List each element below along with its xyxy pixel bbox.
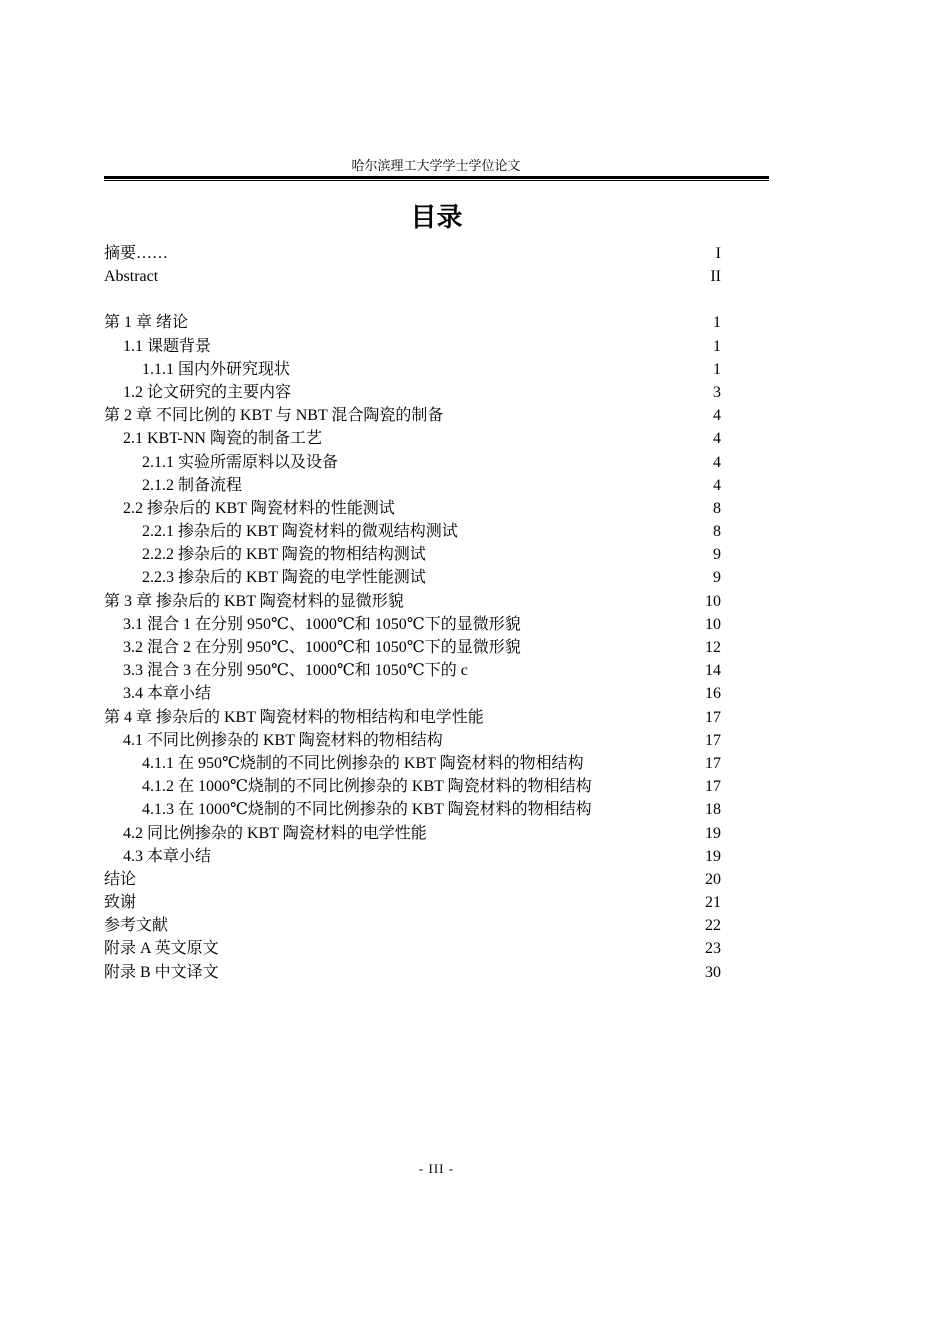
toc-entry-label: Abstract	[104, 268, 159, 286]
toc-entry-label: 4.3 本章小结	[123, 847, 212, 865]
toc-entry[interactable]	[104, 590, 721, 613]
toc-entry-page: 16	[705, 685, 721, 703]
toc-entry-page: 1	[713, 360, 721, 378]
toc-entry-label: 2.1.1 实验所需原料以及设备	[142, 453, 339, 471]
toc-entry-page: 8	[713, 499, 721, 517]
toc-entry-page: 17	[705, 731, 721, 749]
toc-entry-label: 4.2 同比例掺杂的 KBT 陶瓷材料的电学性能	[123, 824, 427, 842]
toc-entry-page: 4	[713, 430, 721, 448]
toc-entry-label: 2.2.2 掺杂后的 KBT 陶瓷的物相结构测试	[142, 546, 426, 564]
toc-entry-label: 4.1.3 在 1000℃烧制的不同比例掺杂的 KBT 陶瓷材料的物相结构	[142, 801, 592, 819]
toc-entry[interactable]	[104, 682, 721, 705]
toc-entry-label: 参考文献	[104, 917, 169, 935]
toc-entry-label: 第 4 章 掺杂后的 KBT 陶瓷材料的物相结构和电学性能	[104, 708, 484, 726]
toc-entry-page: 1	[713, 314, 721, 332]
toc-entry[interactable]	[104, 242, 721, 265]
toc-entry[interactable]	[104, 845, 721, 868]
toc-entry-label: 2.1 KBT-NN 陶瓷的制备工艺	[123, 430, 322, 448]
toc-entry-page: 18	[705, 801, 721, 819]
toc-entry[interactable]	[104, 335, 721, 358]
toc-entry-page: 9	[713, 569, 721, 587]
toc-entry-label: 3.3 混合 3 在分别 950℃、1000℃和 1050℃下的 c	[123, 662, 468, 680]
toc-entry-page: 10	[705, 592, 721, 610]
toc-entry-page: 22	[705, 917, 721, 935]
toc-entry-label: 4.1.1 在 950℃烧制的不同比例掺杂的 KBT 陶瓷材料的物相结构	[142, 754, 584, 772]
toc-entry-page: 23	[705, 940, 721, 958]
toc-entry[interactable]	[104, 311, 721, 334]
toc-entry[interactable]	[104, 775, 721, 798]
toc-entry-page: I	[715, 245, 721, 262]
toc-entry-label: 4.1.2 在 1000℃烧制的不同比例掺杂的 KBT 陶瓷材料的物相结构	[142, 778, 592, 796]
toc-entry-label: 第 1 章 绪论	[104, 314, 189, 332]
toc-entry[interactable]	[104, 706, 721, 729]
toc-entry[interactable]	[104, 497, 721, 520]
toc-entry-label: 1.2 论文研究的主要内容	[123, 383, 292, 401]
toc-entry-page: 3	[713, 383, 721, 401]
toc-entry[interactable]	[104, 427, 721, 450]
toc-entry[interactable]	[104, 914, 721, 937]
toc-entry-label: 2.1.2 制备流程	[142, 476, 243, 494]
toc-entry-page: 4	[713, 407, 721, 425]
header-rule-thin	[104, 180, 769, 181]
toc-entry[interactable]	[104, 659, 721, 682]
toc-entry[interactable]	[104, 891, 721, 914]
toc-entry-label: 致谢	[104, 894, 137, 912]
toc-entry-label: 3.2 混合 2 在分别 950℃、1000℃和 1050℃下的显微形貌	[123, 639, 521, 656]
toc-entry[interactable]	[104, 822, 721, 845]
toc-entry[interactable]	[104, 798, 721, 821]
toc-entry-label: 1.1 课题背景	[123, 337, 212, 355]
toc-entry[interactable]	[104, 729, 721, 752]
toc-entry-page: 4	[713, 476, 721, 494]
toc-entry-label: 3.1 混合 1 在分别 950℃、1000℃和 1050℃下的显微形貌	[123, 615, 521, 633]
toc-entry[interactable]	[104, 961, 721, 984]
toc-entry-label: 4.1 不同比例掺杂的 KBT 陶瓷材料的物相结构	[123, 731, 443, 749]
toc-entry[interactable]	[104, 566, 721, 589]
page-number: - III -	[418, 1161, 455, 1176]
toc-title: 目录	[410, 203, 463, 232]
toc-entry-label: 摘要……	[104, 245, 169, 262]
toc-entry-page: 20	[705, 870, 721, 888]
toc-entry-label: 2.2.1 掺杂后的 KBT 陶瓷材料的微观结构测试	[142, 523, 458, 541]
toc-entry-label: 2.2.3 掺杂后的 KBT 陶瓷的电学性能测试	[142, 569, 426, 587]
toc-entry-label: 1.1.1 国内外研究现状	[142, 360, 291, 378]
toc-entry[interactable]	[104, 937, 721, 960]
table-of-contents	[104, 242, 721, 984]
toc-entry-page: 17	[705, 778, 721, 796]
toc-entry-page: 17	[705, 754, 721, 772]
toc-entry[interactable]	[104, 868, 721, 891]
toc-entry[interactable]	[104, 404, 721, 427]
toc-entry[interactable]	[104, 358, 721, 381]
toc-entry-page: II	[710, 268, 721, 286]
toc-entry[interactable]	[104, 451, 721, 474]
toc-entry-label: 2.2 掺杂后的 KBT 陶瓷材料的性能测试	[123, 499, 395, 517]
toc-entry[interactable]	[104, 752, 721, 775]
toc-entry-page: 19	[705, 847, 721, 865]
header-rule-thick	[104, 176, 769, 179]
toc-entry[interactable]	[104, 474, 721, 497]
toc-entry-page: 30	[705, 963, 721, 981]
toc-entry-page: 14	[705, 662, 721, 680]
toc-entry-page: 17	[705, 708, 721, 726]
toc-entry-label: 附录 A 英文原文	[104, 940, 219, 958]
toc-entry-page: 21	[705, 894, 721, 912]
toc-entry-page: 9	[713, 546, 721, 564]
running-header: 哈尔滨理工大学学士学位论文	[351, 158, 521, 173]
toc-entry-page: 1	[713, 337, 721, 355]
toc-entry-label: 3.4 本章小结	[123, 685, 212, 703]
toc-entry-page: 8	[713, 523, 721, 541]
toc-entry-label: 附录 B 中文译文	[104, 963, 219, 981]
toc-entry[interactable]	[104, 613, 721, 636]
toc-entry-label: 第 3 章 掺杂后的 KBT 陶瓷材料的显微形貌	[104, 592, 404, 610]
toc-entry[interactable]	[104, 543, 721, 566]
toc-entry[interactable]	[104, 381, 721, 404]
toc-entry[interactable]	[104, 636, 721, 659]
toc-entry-label: 第 2 章 不同比例的 KBT 与 NBT 混合陶瓷的制备	[104, 407, 444, 425]
toc-entry-page: 4	[713, 453, 721, 471]
toc-entry-page: 10	[705, 615, 721, 633]
toc-entry-label: 结论	[104, 870, 137, 888]
toc-entry[interactable]	[104, 520, 721, 543]
toc-entry[interactable]	[104, 265, 721, 288]
toc-entry-page: 19	[705, 824, 721, 842]
toc-entry-page: 12	[705, 639, 721, 656]
